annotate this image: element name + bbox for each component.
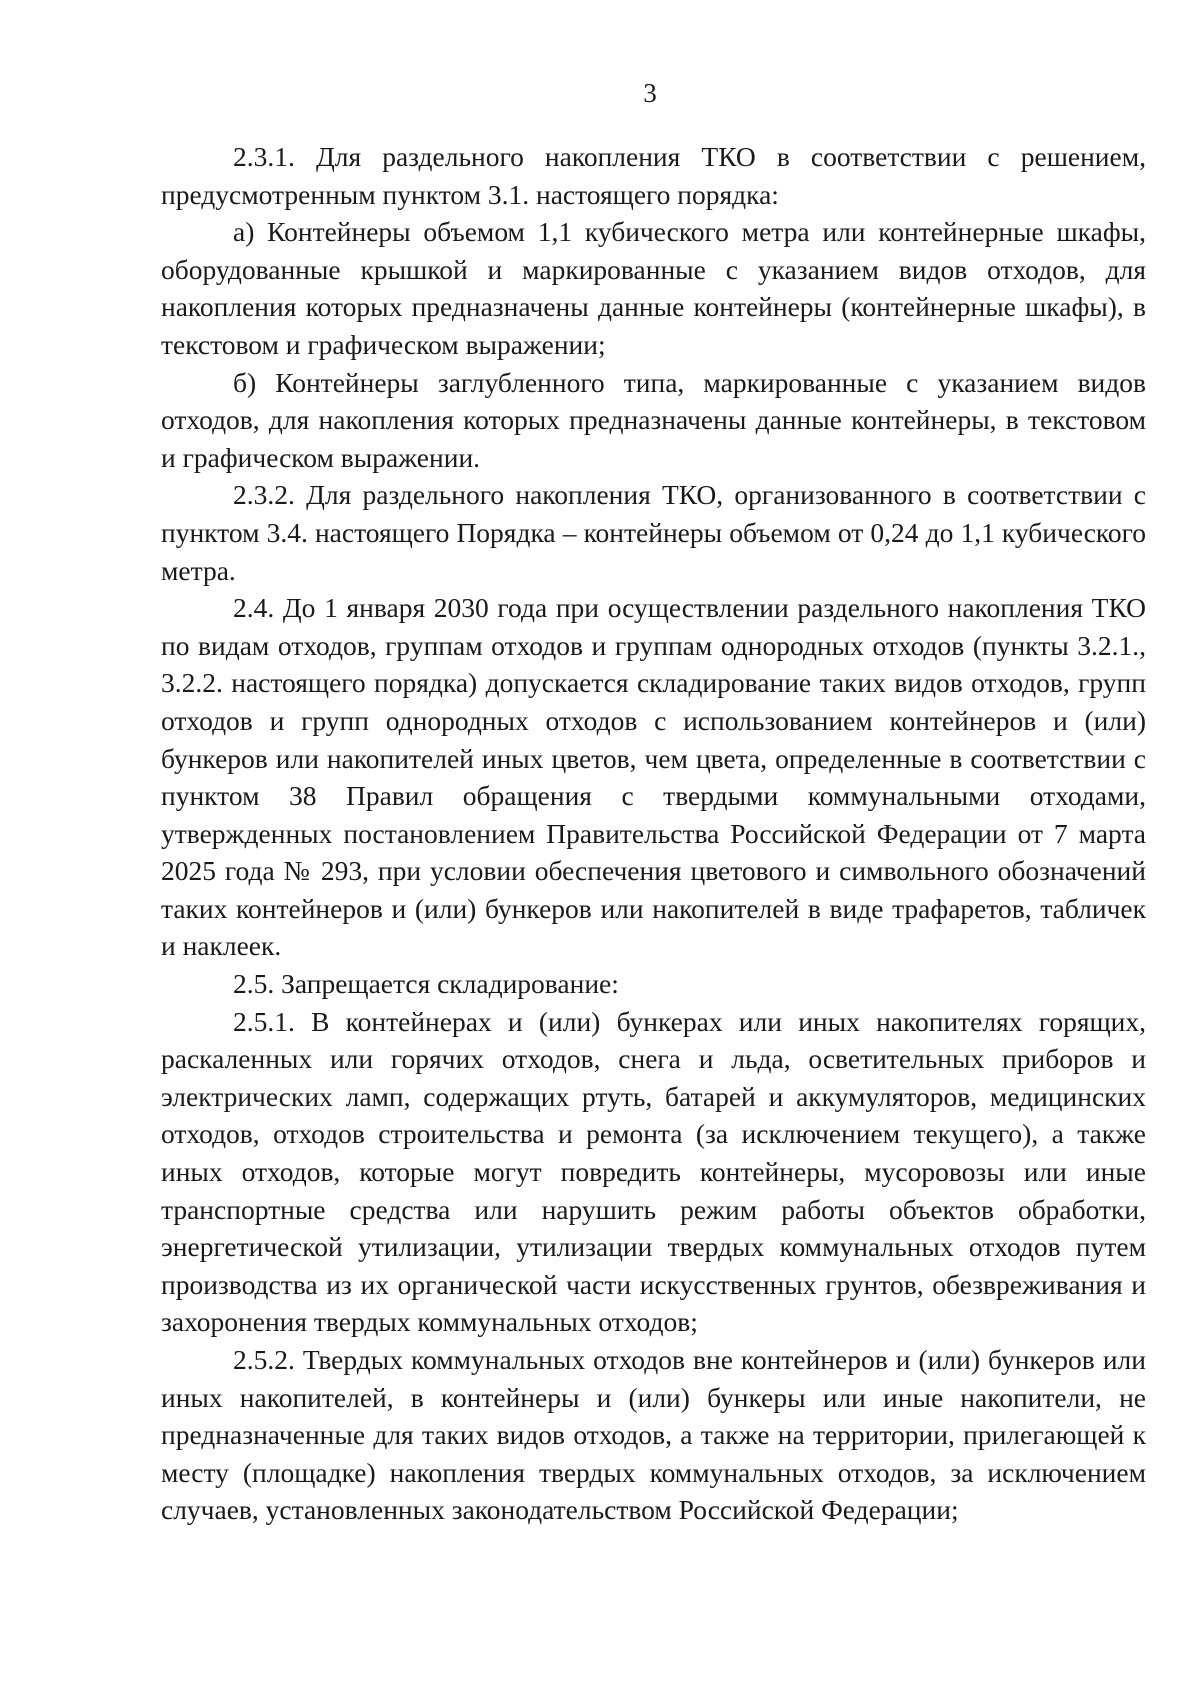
page-number: 3	[643, 78, 657, 108]
paragraph-2-5-1: 2.5.1. В контейнерах и (или) бункерах или иных накопителях горящих, раскаленных или горячих отходов, снега и льда, осветительных приборов и электрических ламп, содержащих ртуть, батарей и аккумуляторов, медицинских отходов, отходов строительства и ремонта (за исключением текущего), а также иных отходов, которые могут повредить контейнеры, мусоровозы или иные транспортные средства или нарушить режим работы объектов обработки, энергетической утилизации, утилизации твердых коммунальных отходов путем производства из их органической части искусственных грунтов, обезвреживания и захоронения твердых коммунальных отходов;	[161, 1005, 1146, 1338]
paragraph-2-4: 2.4. До 1 января 2030 года при осуществлении раздельного накопления ТКО по видам отходов, группам отходов и группам однородных отходов (пункты 3.2.1., 3.2.2. настоящего порядка) допускается складирование таких видов отходов, групп отходов и групп однородных отходов с использованием контейнеров и (или) бункеров или накопителей иных цветов, чем цвета, определенные в соответствии с пунктом 38 Правил обращения с твердыми коммунальными отходами, утвержденных постановлением Правительства Российской Федерации от 7 марта 2025 года № 293, при условии обеспечения цветового и символьного обозначений таких контейнеров и (или) бункеров или накопителей в виде трафаретов, табличек и наклеек.	[161, 592, 1146, 962]
paragraph-2-5: 2.5. Запрещается складирование:	[233, 968, 619, 1000]
document-body	[161, 138, 1146, 1529]
paragraph-2-3-2: 2.3.2. Для раздельного накопления ТКО, организованного в соответствии с пунктом 3.4. настоящего Порядка – контейнеры объемом от 0,24 до 1,1 кубического метра.	[161, 479, 1146, 586]
paragraph-2-3-1: 2.3.1. Для раздельного накопления ТКО в соответствии с решением, предусмотренным пунктом 3.1. настоящего порядка:	[161, 141, 1146, 210]
paragraph-2-3-1-a: а) Контейнеры объемом 1,1 кубического метра или контейнерные шкафы, оборудованные крышкой и маркированные с указанием видов отходов, для накопления которых предназначены данные контейнеры (контейнерные шкафы), в текстовом и графическом выражении;	[161, 216, 1146, 360]
paragraph-2-3-1-b: б) Контейнеры заглубленного типа, маркированные с указанием видов отходов, для накопления которых предназначены данные контейнеры, в текстовом и графическом выражении.	[161, 366, 1146, 473]
paragraph-2-5-2: 2.5.2. Твердых коммунальных отходов вне контейнеров и (или) бункеров или иных накопителей, в контейнеры и (или) бункеры или иные накопители, не предназначенные для таких видов отходов, а также на территории, прилегающей к месту (площадке) накопления твердых коммунальных отходов, за исключением случаев, установленных законодательством Российской Федерации;	[161, 1344, 1146, 1526]
